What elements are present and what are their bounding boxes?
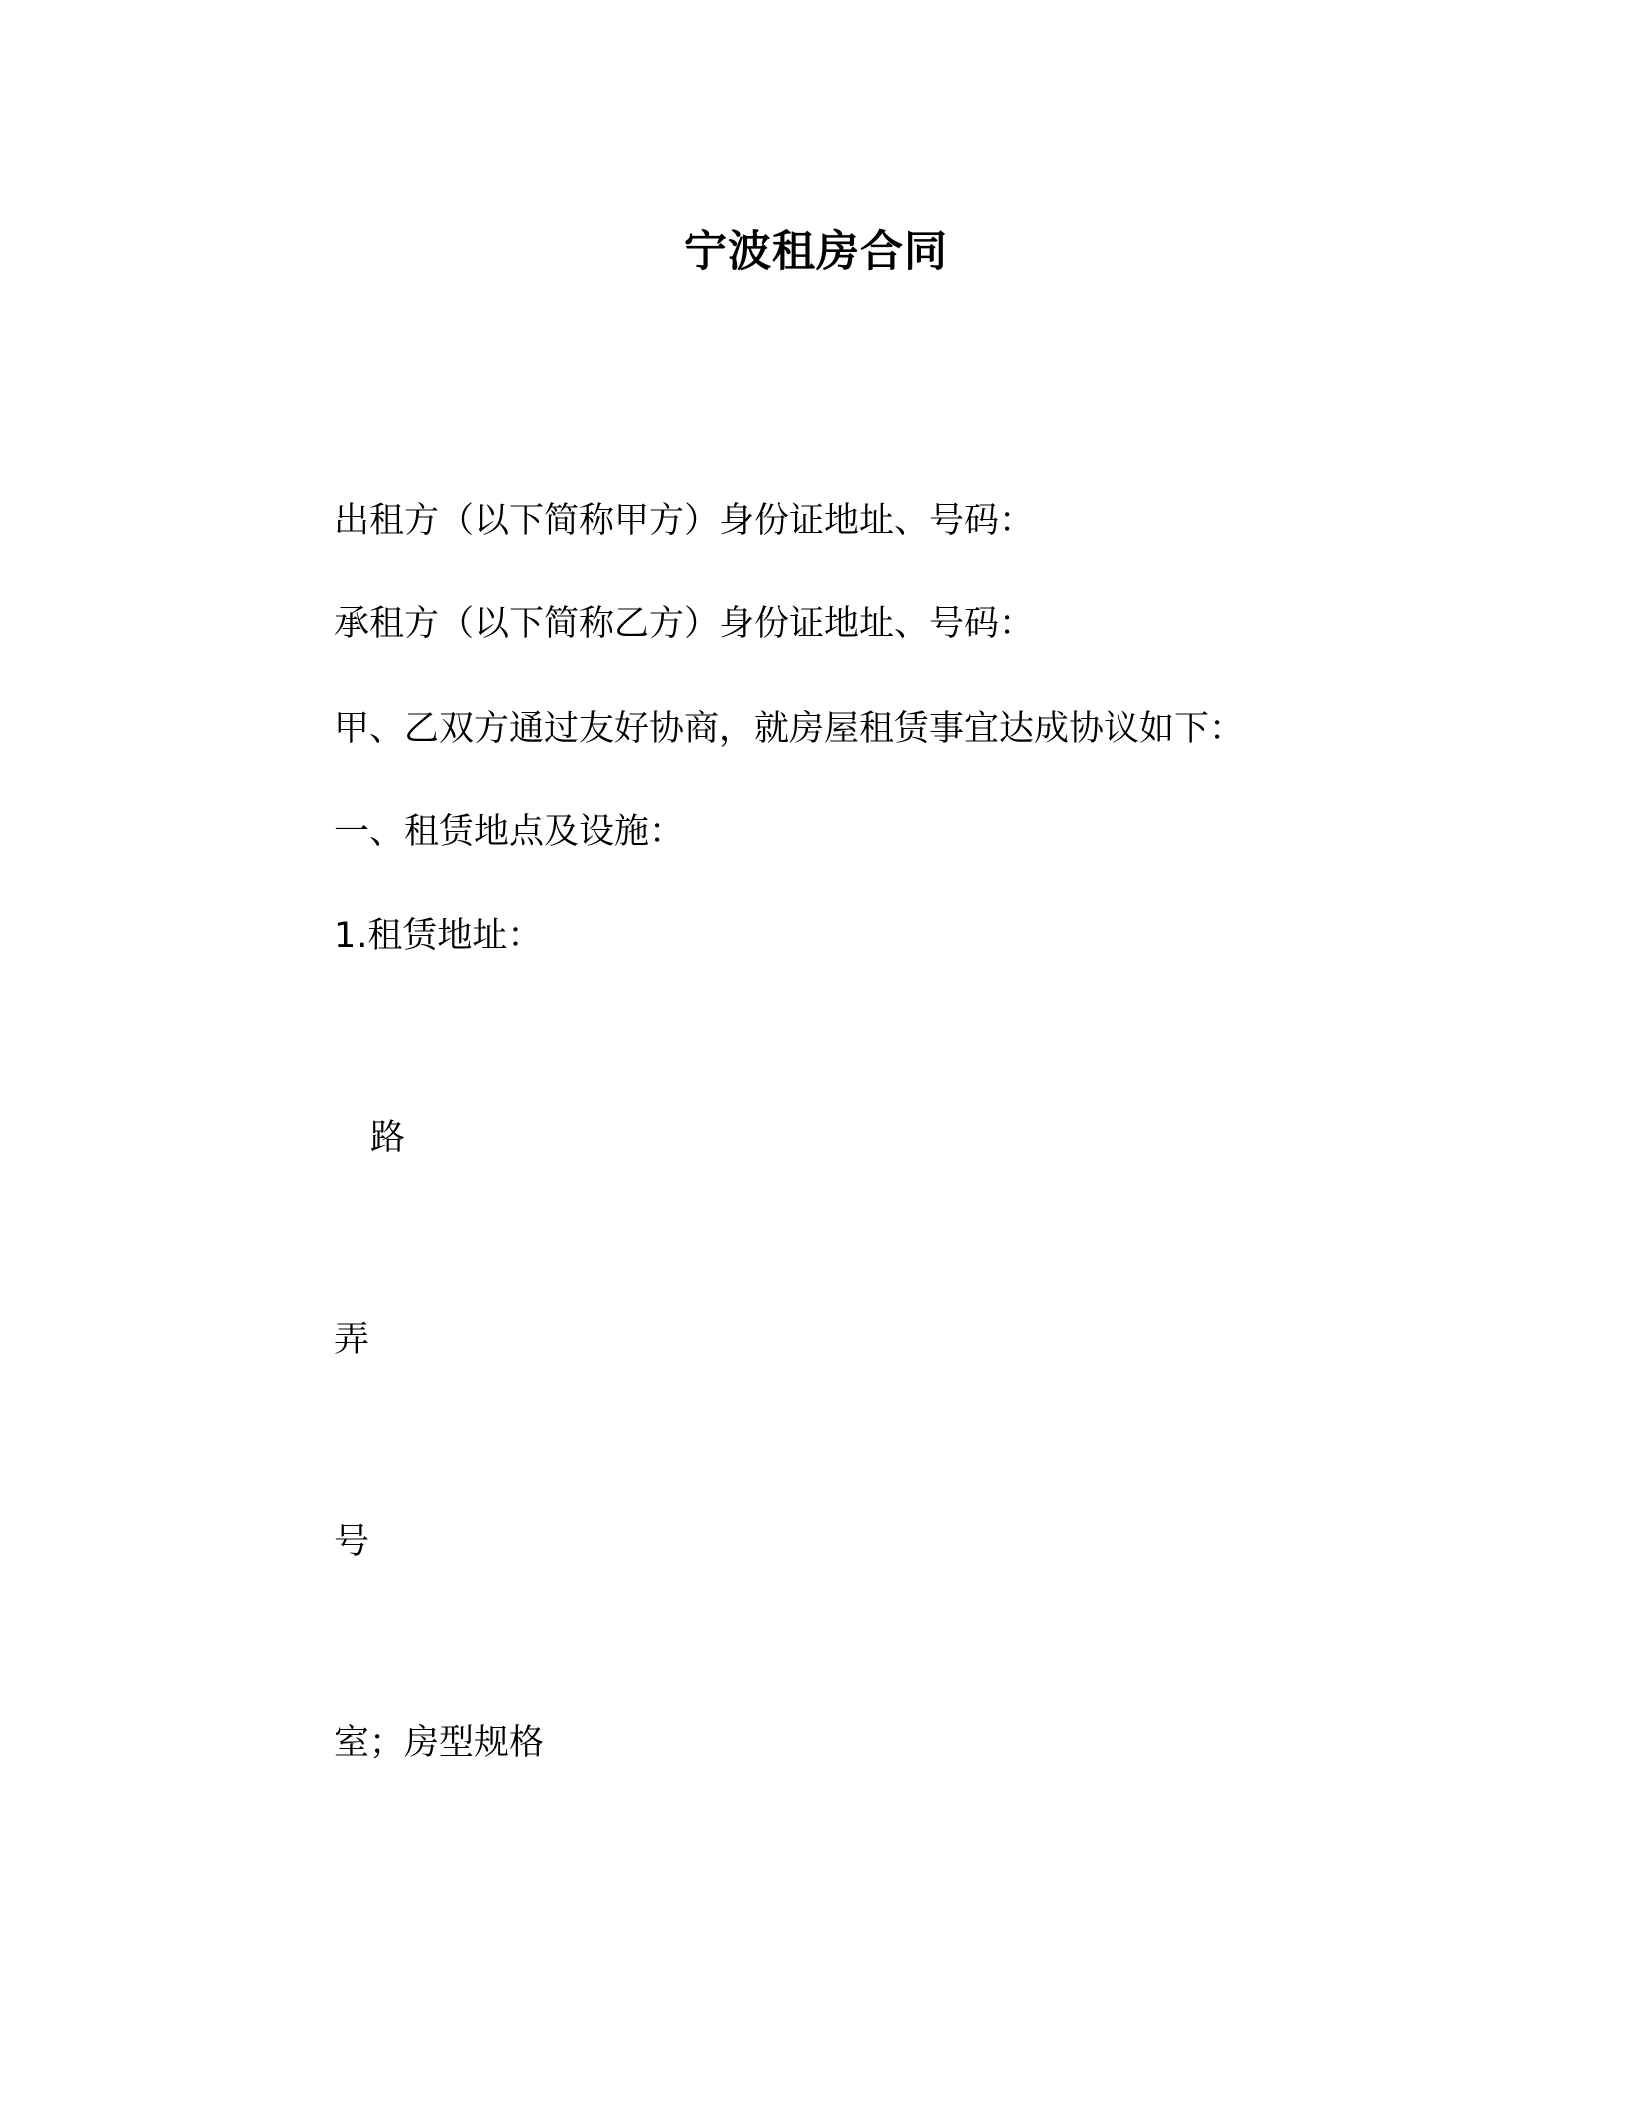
address-room-type-label: 室；房型规格 (334, 1723, 545, 1763)
address-number-label: 号 (334, 1522, 370, 1562)
lessor-info-line: 出租方（以下简称甲方）身份证地址、号码： (334, 501, 1035, 541)
document-title: 宁波租房合同 (684, 227, 948, 277)
agreement-intro-line: 甲、乙双方通过友好协商，就房屋租赁事宜达成协议如下： (334, 709, 1245, 749)
lessee-info-line: 承租方（以下简称乙方）身份证地址、号码： (334, 604, 1035, 644)
address-lane-label: 弄 (334, 1320, 370, 1360)
clause-rental-address: 1.租赁地址： (334, 916, 543, 956)
address-road-label: 路 (370, 1118, 406, 1158)
section-heading-location: 一、租赁地点及设施： (334, 812, 685, 852)
